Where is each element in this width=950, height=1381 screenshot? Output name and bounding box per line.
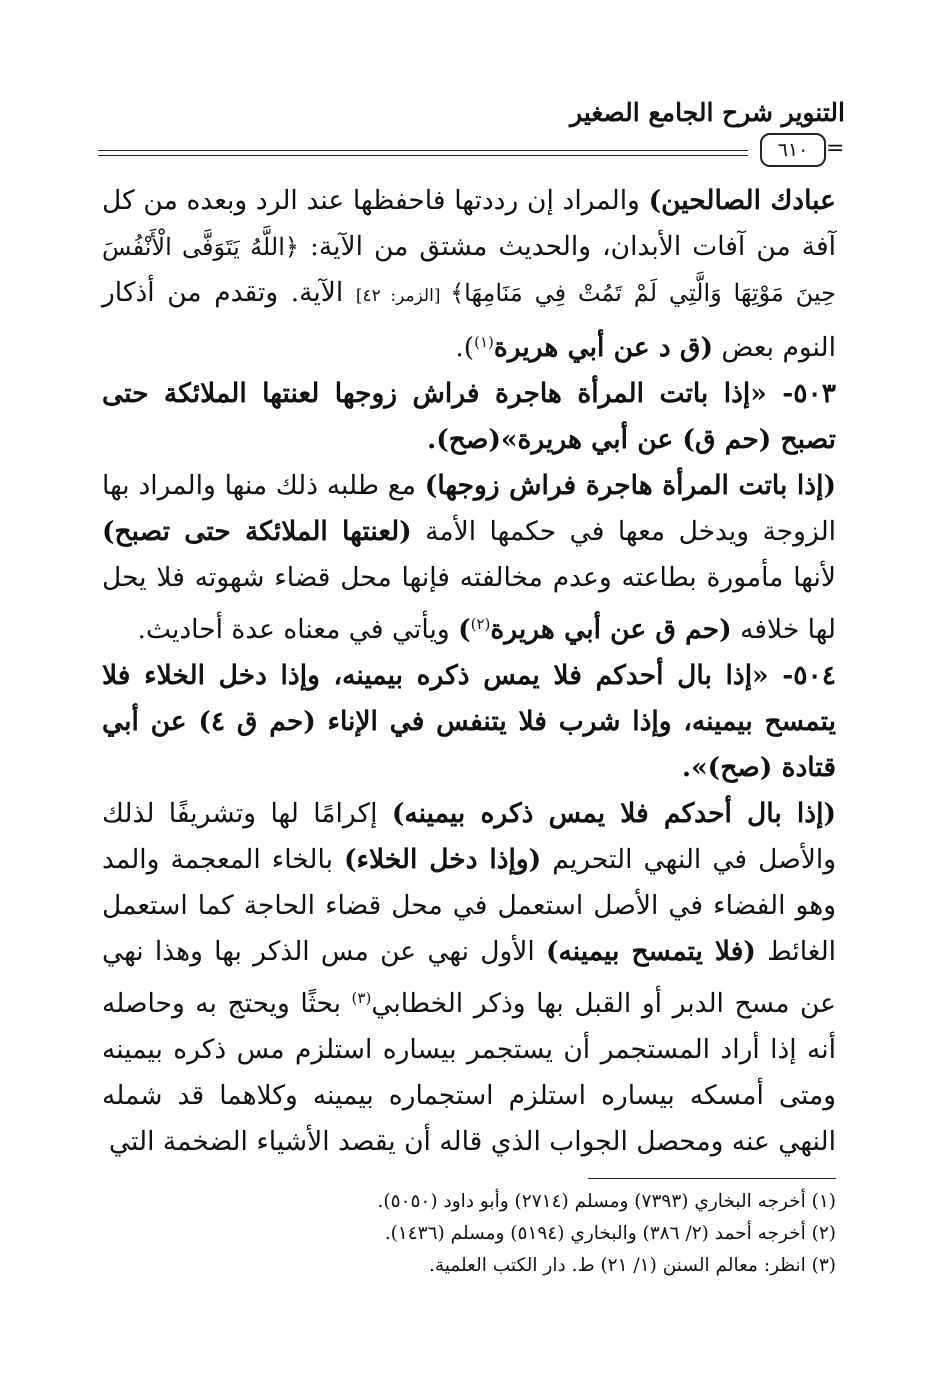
running-head-title: التنوير شرح الجامع الصغير (570, 98, 845, 127)
source-citation: (حم ق عن أبي هريرة (490, 614, 732, 645)
commentary-text: ويأتي في معناه عدة أحاديث. (137, 614, 459, 645)
hadith-503 (102, 371, 836, 463)
page-number: ٦١٠ (777, 139, 809, 161)
matn-quote: عبادك الصالحين) (648, 185, 836, 216)
commentary-text: بحثًا ويحتج به وحاصله أنه إذا أراد المستجمر أن يستجمر بيساره استلزم مس ذكره بيمينه ومتى أمسكه بيساره استلزم استجماره بيمينه وكلاهما قد شمله النهي عنه ومحصل الجواب الذي قاله أن يقصد الأشياء الضخمة التي (102, 988, 836, 1157)
page-number-frame (760, 133, 826, 167)
footnote-marker-3: (٣) (351, 989, 372, 1007)
commentary-text: لأنها مأمورة بطاعته وعدم مخالفته فإنها محل قضاء شهوته فلا يحل لها خلافه (102, 562, 836, 645)
matn-quote: (إذا بال أحدكم فلا يمس ذكره بيمينه) (391, 798, 836, 829)
footnote-separator (588, 1178, 836, 1179)
paragraph-commentary-504 (102, 791, 836, 1165)
footnote-marker-1: (١) (474, 333, 494, 351)
footnote-1: (١) أخرجه البخاري (٧٣٩٣) ومسلم (٢٧١٤) وأبو داود (٥٠٥٠). (377, 1191, 836, 1212)
verse-reference: [الزمر: ٤٢] (355, 286, 451, 306)
source-citation: (ق د عن أبي هريرة (493, 332, 713, 363)
matn-quote: (فلا يتمسح بيمينه) (545, 936, 756, 967)
footnotes (102, 1186, 836, 1282)
header-rule-bottom (98, 155, 748, 156)
hadith-text: ٥٠٣- «إذا باتت المرأة هاجرة فراش زوجها لعنتها الملائكة حتى تصبح (حم ق) عن أبي هريرة»(صح). (102, 378, 836, 455)
matn-quote: (لعنتها الملائكة حتى تصبح) (102, 516, 412, 547)
matn-quote: (إذا باتت المرأة هاجرة فراش زوجها) (424, 470, 836, 501)
commentary-text: الآية. وتقدم من أذكار النوم بعض (102, 277, 836, 363)
paragraph-commentary-503 (102, 463, 836, 653)
commentary-text: الأول نهي عن مس الذكر بها وهذا نهي عن مسح الدبر أو القبل بها وذكر الخطابي (102, 936, 836, 1019)
commentary-text: بالخاء المعجمة والمد وهو الفضاء في الأصل استعمل في محل قضاء الحاجة كما استعمل الغائط (102, 844, 837, 967)
commentary-text: ). (455, 332, 475, 363)
commentary-text: مع طلبه ذلك منها والمراد بها الزوجة ويدخل معها في حكمها الأمة (102, 470, 837, 547)
hadith-text: ٥٠٤- «إذا بال أحدكم فلا يمس ذكره بيمينه، وإذا دخل الخلاء فلا يتمسح بيمينه، وإذا شرب فلا يتنفس في الإناء (حم ق ٤) عن أبي قتادة (صح)». (102, 660, 836, 783)
main-text (102, 178, 836, 1165)
header-corner-mark: = (826, 136, 845, 161)
matn-quote: (وإذا دخل الخلاء) (344, 844, 542, 875)
footnote-3: (٣) انظر: معالم السنن (١/ ٢١) ط. دار الكتب العلمية. (428, 1255, 836, 1276)
source-citation-close: ) (458, 614, 471, 645)
hadith-504 (102, 653, 836, 791)
commentary-text: إكرامًا لها وتشريفًا لذلك والأصل في النهي التحريم (102, 798, 837, 875)
footnote-2: (٢) أخرجه أحمد (٢/ ٣٨٦) والبخاري (٥١٩٤) ومسلم (١٤٣٦). (384, 1223, 836, 1244)
footnote-marker-2: (٢) (470, 615, 491, 633)
paragraph-commentary-1 (102, 178, 836, 371)
quran-verse: ﴿اللَّهُ يَتَوَفَّى الْأَنْفُسَ حِينَ مَوْتِهَا وَالَّتِي لَمْ تَمُتْ فِي مَنَامِهَا﴾ (102, 233, 837, 307)
commentary-text: والمراد إن رددتها فاحفظها عند الرد وبعده من كل آفة من آفات الأبدان، والحديث مشتق من الآية: (102, 185, 836, 262)
header-rule-top (98, 150, 748, 151)
